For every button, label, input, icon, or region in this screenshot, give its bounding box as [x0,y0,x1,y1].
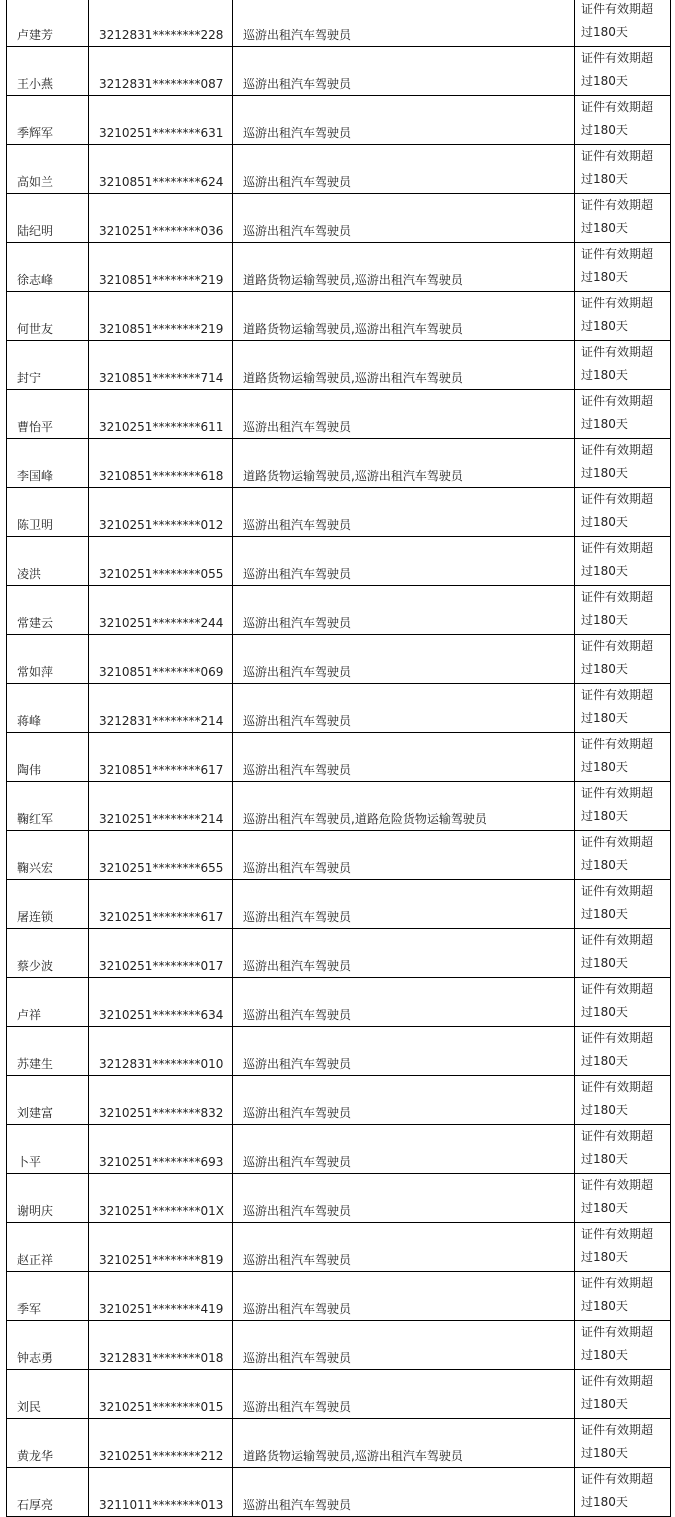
qualification-type: 道路货物运输驾驶员,巡游出租汽车驾驶员 [243,1449,463,1463]
id-cell [89,586,233,635]
table-row [7,1076,671,1125]
certificate-status: 证件有效期超过180天 [581,443,654,480]
driver-name: 鞠兴宏 [17,861,54,875]
type-cell [233,929,575,978]
status-cell [575,880,671,929]
status-cell [575,733,671,782]
id-cell [89,390,233,439]
id-cell [89,1468,233,1517]
id-cell [89,145,233,194]
table-row [7,47,671,96]
type-cell [233,1468,575,1517]
id-cell [89,684,233,733]
driver-name: 刘建富 [17,1106,54,1120]
certificate-status: 证件有效期超过180天 [581,1325,654,1362]
table-row [7,488,671,537]
certificate-status: 证件有效期超过180天 [581,394,654,431]
id-number: 3212831********010 [99,1057,224,1071]
driver-name: 蔡少波 [17,959,54,973]
status-cell [575,1223,671,1272]
qualification-type: 巡游出租汽车驾驶员 [243,1155,352,1169]
certificate-status: 证件有效期超过180天 [581,51,654,88]
qualification-type: 巡游出租汽车驾驶员 [243,763,352,777]
status-cell [575,0,671,47]
driver-name: 徐志峰 [17,273,54,287]
qualification-type: 巡游出租汽车驾驶员 [243,1253,352,1267]
status-cell [575,145,671,194]
driver-name: 赵正祥 [17,1253,54,1267]
name-cell [7,880,89,929]
id-number: 3210251********819 [99,1253,224,1267]
id-cell [89,47,233,96]
id-number: 3210851********219 [99,322,224,336]
status-cell [575,1419,671,1468]
qualification-type: 巡游出租汽车驾驶员 [243,1351,352,1365]
qualification-type: 巡游出租汽车驾驶员 [243,1498,352,1512]
driver-name: 卜平 [17,1155,42,1169]
table-row [7,439,671,488]
table-row [7,1174,671,1223]
qualification-type: 巡游出租汽车驾驶员 [243,861,352,875]
qualification-type: 巡游出租汽车驾驶员,道路危险货物运输驾驶员 [243,812,487,826]
driver-name: 谢明庆 [17,1204,54,1218]
id-number: 3212831********228 [99,28,224,42]
table-row [7,145,671,194]
name-cell [7,96,89,145]
qualification-type: 巡游出租汽车驾驶员 [243,1057,352,1071]
table-row [7,0,671,47]
id-cell [89,537,233,586]
name-cell [7,0,89,47]
qualification-type: 巡游出租汽车驾驶员 [243,1008,352,1022]
certificate-status: 证件有效期超过180天 [581,198,654,235]
driver-name: 陈卫明 [17,518,54,532]
table-row [7,292,671,341]
certificate-status: 证件有效期超过180天 [581,1276,654,1313]
status-cell [575,47,671,96]
driver-license-table [6,0,671,1517]
table-row [7,243,671,292]
id-number: 3210251********611 [99,420,224,434]
driver-name: 屠连锁 [17,910,54,924]
status-cell [575,1321,671,1370]
type-cell [233,782,575,831]
qualification-type: 巡游出租汽车驾驶员 [243,126,352,140]
certificate-status: 证件有效期超过180天 [581,1374,654,1411]
id-number: 3212831********214 [99,714,224,728]
table-row [7,929,671,978]
status-cell [575,929,671,978]
name-cell [7,733,89,782]
qualification-type: 巡游出租汽车驾驶员 [243,1106,352,1120]
type-cell [233,292,575,341]
driver-name: 刘民 [17,1400,42,1414]
type-cell [233,1027,575,1076]
certificate-status: 证件有效期超过180天 [581,835,654,872]
type-cell [233,1272,575,1321]
qualification-type: 道路货物运输驾驶员,巡游出租汽车驾驶员 [243,371,463,385]
id-cell [89,635,233,684]
qualification-type: 巡游出租汽车驾驶员 [243,28,352,42]
certificate-status: 证件有效期超过180天 [581,884,654,921]
type-cell [233,390,575,439]
certificate-status: 证件有效期超过180天 [581,100,654,137]
name-cell [7,194,89,243]
name-cell [7,341,89,390]
driver-name: 封宁 [17,371,42,385]
driver-name: 石厚亮 [17,1498,54,1512]
table-row [7,390,671,439]
id-number: 3210251********832 [99,1106,224,1120]
type-cell [233,145,575,194]
type-cell [233,1125,575,1174]
driver-name: 何世友 [17,322,54,336]
name-cell [7,47,89,96]
certificate-status: 证件有效期超过180天 [581,345,654,382]
driver-name: 卢建芳 [17,28,54,42]
status-cell [575,831,671,880]
type-cell [233,243,575,292]
id-number: 3212831********087 [99,77,224,91]
id-cell [89,1321,233,1370]
driver-name: 凌洪 [17,567,42,581]
certificate-status: 证件有效期超过180天 [581,296,654,333]
name-cell [7,782,89,831]
id-cell [89,0,233,47]
table-row [7,537,671,586]
qualification-type: 巡游出租汽车驾驶员 [243,224,352,238]
table-row [7,194,671,243]
type-cell [233,1174,575,1223]
id-cell [89,96,233,145]
certificate-status: 证件有效期超过180天 [581,149,654,186]
driver-name: 季军 [17,1302,42,1316]
id-cell [89,880,233,929]
id-number: 3210251********212 [99,1449,224,1463]
name-cell [7,929,89,978]
id-number: 3210851********219 [99,273,224,287]
table-row [7,1370,671,1419]
certificate-status: 证件有效期超过180天 [581,1227,654,1264]
id-cell [89,243,233,292]
id-cell [89,1272,233,1321]
table-row [7,782,671,831]
id-number: 3210851********714 [99,371,224,385]
qualification-type: 巡游出租汽车驾驶员 [243,175,352,189]
status-cell [575,292,671,341]
id-cell [89,439,233,488]
type-cell [233,1321,575,1370]
qualification-type: 巡游出租汽车驾驶员 [243,420,352,434]
certificate-status: 证件有效期超过180天 [581,1423,654,1460]
certificate-status: 证件有效期超过180天 [581,786,654,823]
id-number: 3210251********036 [99,224,224,238]
table-row [7,586,671,635]
name-cell [7,243,89,292]
status-cell [575,243,671,292]
name-cell [7,292,89,341]
table-row [7,96,671,145]
name-cell [7,1419,89,1468]
qualification-type: 巡游出租汽车驾驶员 [243,959,352,973]
qualification-type: 巡游出租汽车驾驶员 [243,1302,352,1316]
id-number: 3210251********012 [99,518,224,532]
name-cell [7,537,89,586]
qualification-type: 巡游出租汽车驾驶员 [243,567,352,581]
type-cell [233,978,575,1027]
type-cell [233,1223,575,1272]
qualification-type: 巡游出租汽车驾驶员 [243,910,352,924]
name-cell [7,978,89,1027]
id-cell [89,1370,233,1419]
driver-name: 季辉军 [17,126,54,140]
status-cell [575,96,671,145]
table-row [7,733,671,782]
type-cell [233,488,575,537]
status-cell [575,537,671,586]
table-row [7,341,671,390]
type-cell [233,47,575,96]
driver-name: 王小燕 [17,77,54,91]
certificate-status: 证件有效期超过180天 [581,1129,654,1166]
table-row [7,1272,671,1321]
id-cell [89,733,233,782]
id-number: 3210251********634 [99,1008,224,1022]
name-cell [7,1125,89,1174]
id-cell [89,1125,233,1174]
certificate-status: 证件有效期超过180天 [581,639,654,676]
table-row [7,978,671,1027]
type-cell [233,0,575,47]
table-row [7,1419,671,1468]
name-cell [7,1370,89,1419]
driver-name: 黄龙华 [17,1449,54,1463]
id-number: 3210251********01X [99,1204,224,1218]
id-cell [89,488,233,537]
id-number: 3210251********655 [99,861,224,875]
qualification-type: 巡游出租汽车驾驶员 [243,1400,352,1414]
id-cell [89,1223,233,1272]
certificate-status: 证件有效期超过180天 [581,1080,654,1117]
id-number: 3210851********618 [99,469,224,483]
name-cell [7,1272,89,1321]
driver-name: 钟志勇 [17,1351,54,1365]
id-cell [89,782,233,831]
qualification-type: 道路货物运输驾驶员,巡游出租汽车驾驶员 [243,322,463,336]
id-number: 3210251********017 [99,959,224,973]
status-cell [575,1468,671,1517]
type-cell [233,733,575,782]
status-cell [575,488,671,537]
certificate-status: 证件有效期超过180天 [581,1178,654,1215]
table-row [7,1223,671,1272]
id-cell [89,1174,233,1223]
status-cell [575,684,671,733]
name-cell [7,1027,89,1076]
id-number: 3210251********631 [99,126,224,140]
id-number: 3210251********693 [99,1155,224,1169]
id-number: 3210251********419 [99,1302,224,1316]
status-cell [575,1370,671,1419]
id-number: 3210851********069 [99,665,224,679]
type-cell [233,635,575,684]
table-body [7,0,671,1517]
id-cell [89,831,233,880]
id-cell [89,1076,233,1125]
driver-name: 常建云 [17,616,54,630]
qualification-type: 巡游出租汽车驾驶员 [243,665,352,679]
table-row [7,1321,671,1370]
id-number: 3210851********624 [99,175,224,189]
status-cell [575,1076,671,1125]
id-number: 3210251********617 [99,910,224,924]
name-cell [7,831,89,880]
id-number: 3211011********013 [99,1498,224,1512]
id-cell [89,1419,233,1468]
status-cell [575,586,671,635]
status-cell [575,1125,671,1174]
type-cell [233,831,575,880]
table-row [7,1468,671,1517]
id-number: 3210251********214 [99,812,224,826]
table-row [7,1125,671,1174]
certificate-status: 证件有效期超过180天 [581,737,654,774]
certificate-status: 证件有效期超过180天 [581,1031,654,1068]
id-cell [89,341,233,390]
certificate-status: 证件有效期超过180天 [581,2,654,39]
type-cell [233,341,575,390]
id-cell [89,929,233,978]
name-cell [7,635,89,684]
name-cell [7,1321,89,1370]
name-cell [7,586,89,635]
qualification-type: 巡游出租汽车驾驶员 [243,714,352,728]
type-cell [233,1076,575,1125]
name-cell [7,684,89,733]
status-cell [575,782,671,831]
name-cell [7,1223,89,1272]
status-cell [575,194,671,243]
table-row [7,880,671,929]
id-cell [89,978,233,1027]
table-row [7,635,671,684]
driver-name: 高如兰 [17,175,54,189]
name-cell [7,488,89,537]
qualification-type: 巡游出租汽车驾驶员 [243,616,352,630]
id-cell [89,292,233,341]
certificate-status: 证件有效期超过180天 [581,492,654,529]
certificate-status: 证件有效期超过180天 [581,590,654,627]
qualification-type: 道路货物运输驾驶员,巡游出租汽车驾驶员 [243,469,463,483]
type-cell [233,537,575,586]
status-cell [575,439,671,488]
certificate-status: 证件有效期超过180天 [581,247,654,284]
table-row [7,684,671,733]
name-cell [7,1468,89,1517]
id-number: 3210251********015 [99,1400,224,1414]
driver-name: 卢祥 [17,1008,42,1022]
driver-name: 曹怡平 [17,420,54,434]
driver-name: 鞠红军 [17,812,54,826]
table-row [7,1027,671,1076]
type-cell [233,194,575,243]
status-cell [575,635,671,684]
id-cell [89,1027,233,1076]
status-cell [575,978,671,1027]
driver-name: 常如萍 [17,665,54,679]
qualification-type: 巡游出租汽车驾驶员 [243,1204,352,1218]
qualification-type: 巡游出租汽车驾驶员 [243,518,352,532]
id-number: 3210851********617 [99,763,224,777]
name-cell [7,145,89,194]
id-number: 3210251********055 [99,567,224,581]
qualification-type: 巡游出租汽车驾驶员 [243,77,352,91]
driver-name: 苏建生 [17,1057,54,1071]
type-cell [233,1370,575,1419]
certificate-status: 证件有效期超过180天 [581,688,654,725]
driver-table-container [6,0,670,1517]
name-cell [7,1076,89,1125]
name-cell [7,390,89,439]
type-cell [233,1419,575,1468]
certificate-status: 证件有效期超过180天 [581,541,654,578]
qualification-type: 道路货物运输驾驶员,巡游出租汽车驾驶员 [243,273,463,287]
driver-name: 陶伟 [17,763,42,777]
type-cell [233,96,575,145]
status-cell [575,1174,671,1223]
status-cell [575,1027,671,1076]
id-cell [89,194,233,243]
type-cell [233,439,575,488]
id-number: 3210251********244 [99,616,224,630]
name-cell [7,439,89,488]
driver-name: 蒋峰 [17,714,42,728]
type-cell [233,684,575,733]
certificate-status: 证件有效期超过180天 [581,1472,654,1509]
driver-name: 李国峰 [17,469,54,483]
certificate-status: 证件有效期超过180天 [581,982,654,1019]
name-cell [7,1174,89,1223]
status-cell [575,341,671,390]
type-cell [233,586,575,635]
table-row [7,831,671,880]
type-cell [233,880,575,929]
driver-name: 陆纪明 [17,224,54,238]
status-cell [575,1272,671,1321]
id-number: 3212831********018 [99,1351,224,1365]
certificate-status: 证件有效期超过180天 [581,933,654,970]
status-cell [575,390,671,439]
